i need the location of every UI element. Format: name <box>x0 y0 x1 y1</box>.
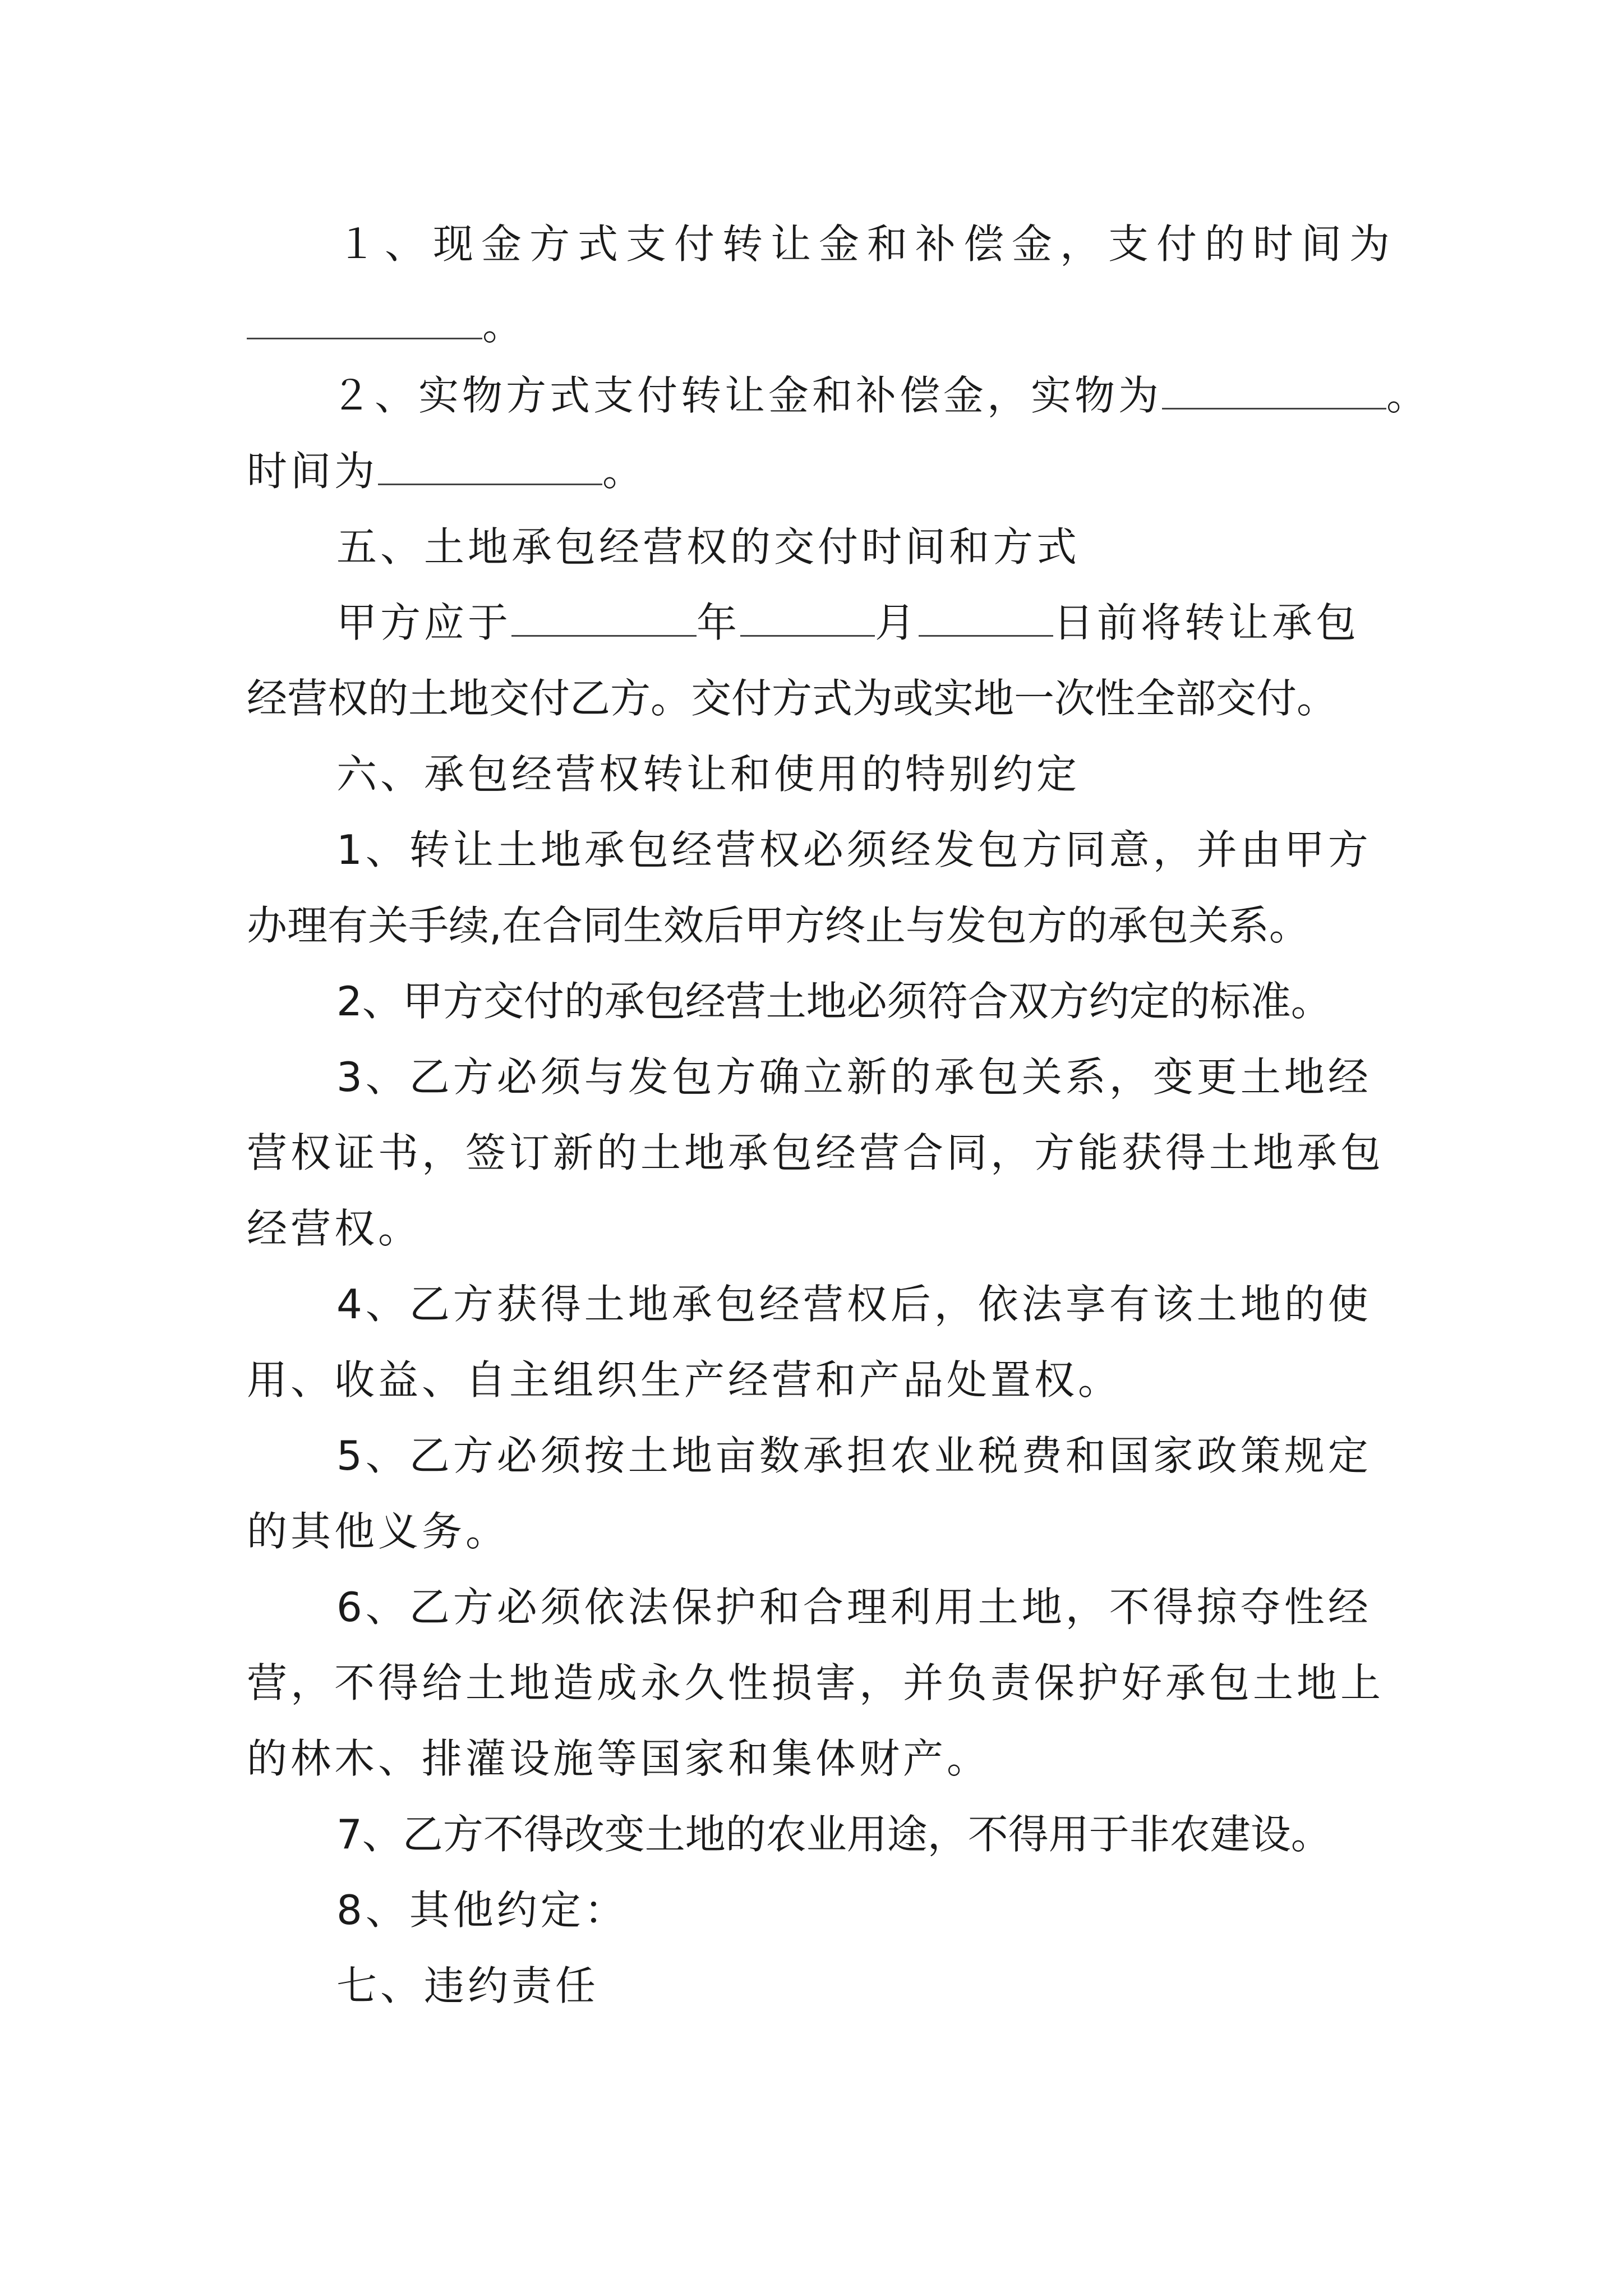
text: 3、乙方必须与发包方确立新的承包关系，变更土地经 <box>336 1053 1372 1101</box>
blank-field[interactable] <box>740 596 875 637</box>
paragraph-line <box>336 1882 785 1938</box>
paragraph-line <box>336 973 1430 1029</box>
text: 6、乙方必须依法保护和合理利用土地，不得掠夺性经 <box>336 1584 1372 1631</box>
text: 。 <box>482 302 523 349</box>
section-heading <box>336 519 1234 575</box>
text: 用、收益、自主组织生产经营和产品处置权。 <box>247 1356 1122 1404</box>
paragraph-line <box>336 595 1402 651</box>
paragraph-line <box>247 1655 1424 1711</box>
paragraph-line <box>336 1276 1430 1332</box>
paragraph-line <box>247 1731 1088 1787</box>
blank-field[interactable] <box>919 596 1053 637</box>
text: 年 <box>697 599 741 646</box>
text: 时间为 <box>247 448 379 495</box>
text: 。 <box>602 448 647 495</box>
text: １、现金方式支付转让金和补偿金，支付的时间为 <box>336 220 1398 268</box>
text: 。 <box>1386 372 1431 419</box>
paragraph-line <box>331 367 1453 424</box>
text: 甲方应于 <box>336 599 512 646</box>
paragraph-line <box>336 1428 1430 1484</box>
text: 4、乙方获得土地承包经营权后，依法享有该土地的使 <box>336 1281 1372 1328</box>
blank-field[interactable] <box>511 596 697 637</box>
section-heading <box>336 746 1234 802</box>
paragraph-line <box>247 1503 639 1559</box>
text: 营权证书，签订新的土地承包经营合同，方能获得土地承包 <box>247 1129 1385 1176</box>
text: 7、乙方不得改变土地的农业用途，不得用于非农建设。 <box>336 1811 1331 1858</box>
text: 六、承包经营权转让和使用的特别约定 <box>336 751 1081 798</box>
text: 8、其他约定： <box>336 1887 628 1934</box>
text: 日前将转让承包 <box>1053 599 1360 646</box>
paragraph-line <box>336 822 1430 878</box>
paragraph-line <box>247 898 1424 954</box>
text: 的林木、排灌设施等国家和集体财产。 <box>247 1735 991 1782</box>
text: 营，不得给土地造成永久性损害，并负责保护好承包土地上 <box>247 1659 1385 1706</box>
text: ２、实物方式支付转让金和补偿金，实物为 <box>331 372 1163 419</box>
blank-field[interactable] <box>247 298 482 339</box>
paragraph-line <box>247 1352 1200 1408</box>
text: 五、土地承包经营权的交付时间和方式 <box>336 523 1081 570</box>
text: 的其他义务。 <box>247 1508 510 1555</box>
text: 办理有关手续,在合同生效后甲方终止与发包方的承包关系。 <box>247 902 1310 949</box>
blank-field[interactable] <box>1162 369 1386 409</box>
text: 经营权。 <box>247 1205 422 1252</box>
blank-field[interactable] <box>378 444 602 485</box>
paragraph-line <box>336 1049 1430 1105</box>
text: 月 <box>875 599 919 646</box>
section-heading <box>336 1958 785 2014</box>
text: 经营权的土地交付乙方。交付方式为或实地一次性全部交付。 <box>247 675 1338 722</box>
text: 2、甲方交付的承包经营土地必须符合双方约定的标准。 <box>336 978 1331 1025</box>
text: 1、转让土地承包经营权必须经发包方同意，并由甲方 <box>336 826 1372 873</box>
paragraph-line <box>247 443 751 499</box>
paragraph-line <box>247 670 1424 726</box>
paragraph-line <box>247 1200 583 1257</box>
paragraph-line <box>336 1806 1430 1862</box>
paragraph-line <box>247 1125 1424 1181</box>
text: 七、违约责任 <box>336 1962 600 2009</box>
paragraph-line <box>336 1579 1430 1635</box>
paragraph-line <box>247 297 583 353</box>
text: 5、乙方必须按土地亩数承担农业税费和国家政策规定 <box>336 1432 1372 1479</box>
paragraph-line <box>336 216 1402 272</box>
